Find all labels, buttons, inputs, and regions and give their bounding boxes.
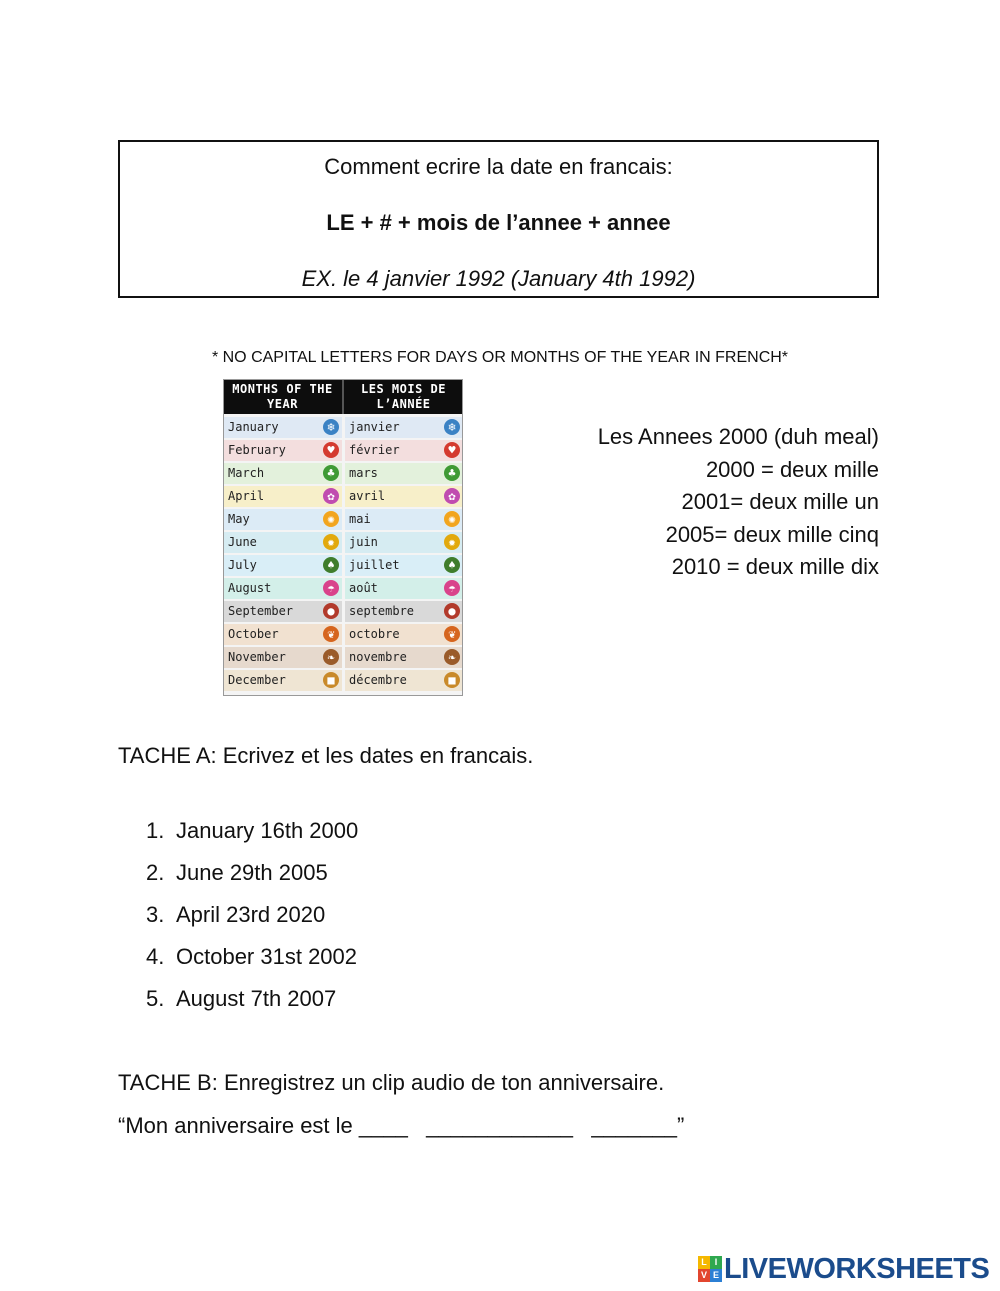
- month-english: [224, 417, 342, 438]
- month-label: juin: [349, 535, 378, 549]
- month-french: [345, 647, 463, 668]
- header-divider: [342, 380, 344, 414]
- birthday-sentence: “Mon anniversaire est le ____ ____________ _______”: [118, 1113, 685, 1138]
- month-row: [224, 577, 463, 599]
- flower-icon: ✿: [323, 488, 339, 504]
- month-label: avril: [349, 489, 386, 503]
- month-label: août: [349, 581, 378, 595]
- month-english: [224, 463, 342, 484]
- month-english: [224, 440, 342, 461]
- month-label: novembre: [349, 650, 407, 664]
- month-french: [345, 509, 463, 530]
- month-row: [224, 531, 463, 553]
- brand-name: LIVEWORKSHEETS: [724, 1252, 990, 1285]
- month-english: [224, 647, 342, 668]
- item-text: April 23rd 2020: [176, 902, 326, 927]
- clover-icon: ♣: [444, 465, 460, 481]
- month-english: [224, 601, 342, 622]
- item-number: 5.: [146, 986, 165, 1011]
- month-english: [224, 532, 342, 553]
- apple-icon: ●: [323, 603, 339, 619]
- month-row: [224, 485, 463, 507]
- month-french: [345, 440, 463, 461]
- month-label: décembre: [349, 673, 407, 687]
- month-label: février: [349, 443, 400, 457]
- heart-icon: ♥: [444, 442, 460, 458]
- sandal-icon: ☂: [444, 580, 460, 596]
- list-item: [146, 986, 358, 1028]
- gift-icon: ■: [444, 672, 460, 688]
- leaf-icon: ❦: [444, 626, 460, 642]
- year-line: 2010 = deux mille dix: [671, 554, 879, 579]
- item-number: 3.: [146, 902, 165, 927]
- month-french: [345, 463, 463, 484]
- month-english: [224, 624, 342, 645]
- flower-icon: ✿: [444, 488, 460, 504]
- sun-icon: ✺: [323, 511, 339, 527]
- list-item: [146, 902, 358, 944]
- month-row: [224, 462, 463, 484]
- month-label: March: [228, 466, 265, 480]
- month-english: [224, 509, 342, 530]
- months-header-french: LES MOIS DE L’ANNÉE: [361, 382, 446, 411]
- month-label: November: [228, 650, 286, 664]
- month-english: [224, 670, 342, 691]
- month-label: octobre: [349, 627, 400, 641]
- month-label: janvier: [349, 420, 400, 434]
- logo-letter: E: [710, 1269, 722, 1282]
- logo-letter: I: [710, 1256, 722, 1269]
- month-french: [345, 555, 463, 576]
- month-row: [224, 439, 463, 461]
- logo-letter: V: [698, 1269, 710, 1282]
- task-a-title: TACHE A: Ecrivez et les dates en francais.: [118, 743, 534, 768]
- month-label: June: [228, 535, 257, 549]
- month-row: [224, 646, 463, 668]
- logo-letter: L: [698, 1256, 710, 1269]
- month-label: January: [228, 420, 279, 434]
- month-row: [224, 416, 463, 438]
- leaf-icon: ❦: [323, 626, 339, 642]
- item-text: June 29th 2005: [176, 860, 328, 885]
- years-block: [520, 421, 879, 584]
- month-label: October: [228, 627, 279, 641]
- month-french: [345, 670, 463, 691]
- box-heading: Comment ecrire la date en francais:: [324, 154, 673, 179]
- month-french: [345, 417, 463, 438]
- logo-mark-icon: [698, 1256, 722, 1282]
- year-line: 2001= deux mille un: [681, 489, 879, 514]
- month-label: May: [228, 512, 250, 526]
- sandal-icon: ☂: [323, 580, 339, 596]
- months-chart: [223, 379, 463, 696]
- month-english: [224, 578, 342, 599]
- date-example: EX. le 4 janvier 1992 (January 4th 1992): [301, 266, 696, 291]
- item-number: 1.: [146, 818, 165, 843]
- month-label: February: [228, 443, 286, 457]
- item-text: August 7th 2007: [176, 986, 337, 1011]
- item-number: 4.: [146, 944, 165, 969]
- sunflower-icon: ✹: [444, 534, 460, 550]
- year-line: 2000 = deux mille: [705, 456, 879, 482]
- acorn-icon: ❧: [323, 649, 339, 665]
- month-label: septembre: [349, 604, 415, 618]
- month-row: [224, 508, 463, 530]
- list-item: [146, 944, 358, 986]
- month-french: [345, 624, 463, 645]
- month-row: [224, 623, 463, 645]
- month-row: [224, 600, 463, 622]
- date-formula: LE + # + mois de l’annee + annee: [326, 210, 671, 235]
- year-line: 2005= deux mille cinq: [665, 521, 879, 547]
- month-label: September: [228, 604, 294, 618]
- month-english: [224, 486, 342, 507]
- month-english: [224, 555, 342, 576]
- month-french: [345, 578, 463, 599]
- month-label: December: [228, 673, 286, 687]
- months-header-english: MONTHS OF THE YEAR: [232, 382, 333, 411]
- month-label: August: [228, 581, 272, 595]
- clover-icon: ♣: [323, 465, 339, 481]
- list-item: [146, 818, 358, 860]
- month-french: [345, 486, 463, 507]
- snowflake-icon: ❄: [444, 419, 460, 435]
- tree-icon: ♠: [323, 557, 339, 573]
- apple-icon: ●: [444, 603, 460, 619]
- list-item: [146, 860, 358, 902]
- month-label: July: [228, 558, 257, 572]
- heart-icon: ♥: [323, 442, 339, 458]
- gift-icon: ■: [323, 672, 339, 688]
- tree-icon: ♠: [444, 557, 460, 573]
- month-row: [224, 554, 463, 576]
- month-label: mai: [349, 512, 371, 526]
- item-text: October 31st 2002: [176, 944, 358, 969]
- date-format-box: [118, 140, 879, 298]
- liveworksheets-logo: [698, 1254, 989, 1284]
- sun-icon: ✺: [444, 511, 460, 527]
- acorn-icon: ❧: [444, 649, 460, 665]
- capital-letters-note: * NO CAPITAL LETTERS FOR DAYS OR MONTHS OF THE YEAR IN FRENCH*: [211, 349, 789, 366]
- item-text: January 16th 2000: [176, 818, 359, 843]
- task-b-title: TACHE B: Enregistrez un clip audio de ton anniversaire.: [118, 1070, 665, 1095]
- month-french: [345, 532, 463, 553]
- months-chart-header: [224, 380, 463, 414]
- month-french: [345, 601, 463, 622]
- item-number: 2.: [146, 860, 165, 885]
- years-title: Les Annees 2000 (duh meal): [597, 424, 879, 449]
- sunflower-icon: ✹: [323, 534, 339, 550]
- month-label: mars: [349, 466, 378, 480]
- month-label: April: [228, 489, 265, 503]
- task-a-list: [146, 818, 358, 1028]
- month-row: [224, 669, 463, 691]
- month-label: juillet: [349, 558, 400, 572]
- snowflake-icon: ❄: [323, 419, 339, 435]
